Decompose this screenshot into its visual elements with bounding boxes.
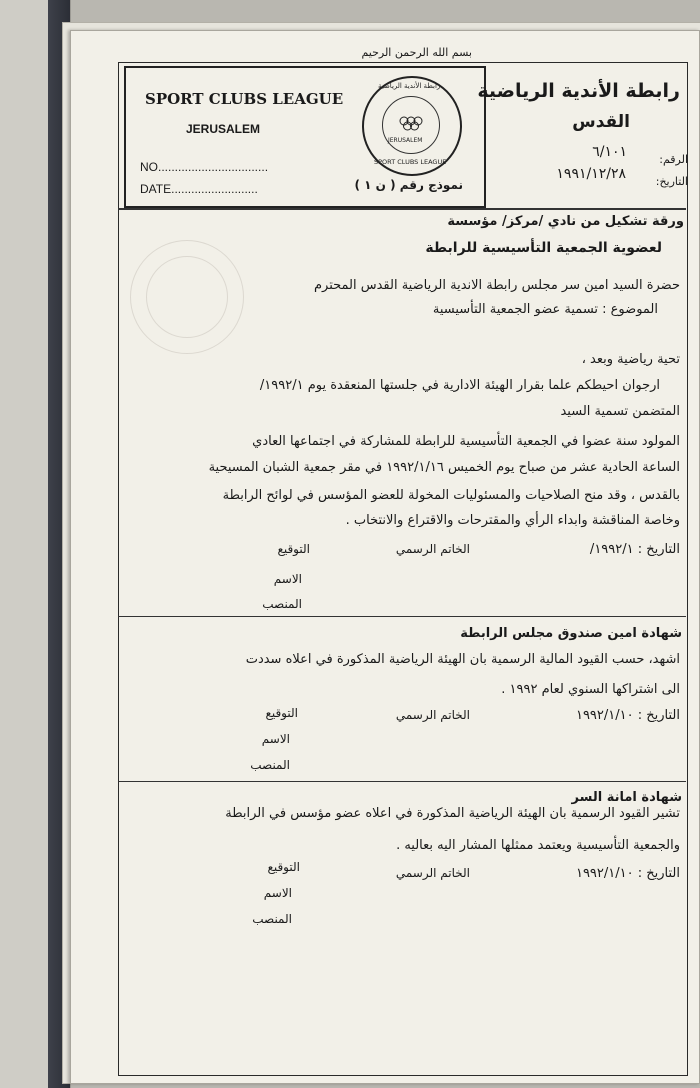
treasurer-name-label: الاسم bbox=[261, 732, 290, 746]
body-line-3: المولود سنة عضوا في الجمعية التأسيسية للرابطة للمشاركة في اجتماعها العادي bbox=[252, 434, 680, 449]
city-en: JERUSALEM bbox=[186, 122, 261, 136]
secretary-title: شهادة امانة السر bbox=[571, 790, 682, 805]
ref-value: ٦/١٠١ bbox=[592, 144, 627, 160]
subject-line: الموضوع : تسمية عضو الجمعية التأسيسية bbox=[432, 302, 658, 317]
treasurer-position-label: المنصب bbox=[250, 758, 290, 772]
body-line-6: وخاصة المناقشة وابداء الرأي والمقترحات والاقتراع والانتخاب . bbox=[345, 513, 680, 528]
league-seal bbox=[362, 76, 462, 176]
olympic-rings-icon bbox=[399, 115, 423, 133]
secretary-date: التاريخ : ١٩٩٢/١/١٠ bbox=[575, 866, 680, 881]
treasurer-date: التاريخ : ١٩٩٢/١/١٠ bbox=[575, 708, 680, 723]
date-field: DATE.......................... bbox=[140, 182, 258, 196]
org-name-en: SPORT CLUBS LEAGUE bbox=[145, 90, 344, 108]
seal-arabic-text: رابطة الأندية الرياضية bbox=[378, 82, 441, 90]
basmala: بسم الله الرحمن الرحيم bbox=[361, 46, 472, 59]
body-line-5: بالقدس ، وقد منح الصلاحيات والمسئوليات المخولة للعضو المؤسس في لوائح الرابطة bbox=[222, 488, 680, 503]
city-ar: القدس bbox=[572, 112, 630, 132]
addressee: حضرة السيد امين سر مجلس رابطة الاندية الرياضية القدس المحترم bbox=[313, 278, 680, 293]
section-divider-2 bbox=[118, 781, 686, 782]
paper-subtitle: لعضوية الجمعية التأسيسية للرابطة bbox=[425, 240, 662, 256]
form-number: نموذج رقم ( ن ١ ) bbox=[354, 178, 463, 192]
secretary-position-label: المنصب bbox=[252, 912, 292, 926]
treasurer-stamp-label: الخاتم الرسمي bbox=[395, 708, 470, 722]
body-line-1: ارجوان احيطكم علما بقرار الهيئة الادارية في جلستها المنعقدة يوم ١٩٩٢/١/ bbox=[259, 378, 660, 393]
seal-english-text: SPORT CLUBS LEAGUE bbox=[374, 158, 447, 166]
header-divider bbox=[118, 208, 686, 210]
seal-city-text: JERUSALEM bbox=[388, 137, 423, 144]
secretary-stamp-label: الخاتم الرسمي bbox=[395, 866, 470, 880]
treasurer-sig-label: التوقيع bbox=[265, 706, 298, 720]
body-sig-label: التوقيع bbox=[277, 542, 310, 556]
greeting: تحية رياضية وبعد ، bbox=[581, 352, 680, 367]
section-divider-1 bbox=[118, 616, 686, 617]
secretary-line-1: تشير القيود الرسمية بان الهيئة الرياضية المذكورة في اعلاه عضو مؤسس في الرابطة bbox=[225, 806, 680, 821]
org-name-ar: رابطة الأندية الرياضية bbox=[477, 80, 680, 102]
treasurer-title: شهادة امين صندوق مجلس الرابطة bbox=[460, 626, 682, 641]
body-line-4: الساعة الحادية عشر من صباح يوم الخميس ١٩٩٢/١/١٦ في مقر جمعية الشبان المسيحية bbox=[208, 460, 680, 475]
body-position-label: المنصب bbox=[262, 597, 302, 611]
ref-label: الرقم: bbox=[659, 153, 688, 166]
secretary-line-2: والجمعية التأسيسية ويعتمد ممثلها المشار اليه بعاليه . bbox=[396, 838, 680, 853]
secretary-name-label: الاسم bbox=[263, 886, 292, 900]
body-line-2: المتضمن تسمية السيد bbox=[560, 404, 680, 419]
treasurer-line-1: اشهد، حسب القيود المالية الرسمية بان الهيئة الرياضية المذكورة في اعلاه سددت bbox=[245, 652, 680, 667]
date-ar-label: التاريخ: bbox=[655, 175, 688, 188]
seal-inner-ring bbox=[382, 96, 440, 154]
no-field: NO................................. bbox=[140, 160, 269, 174]
body-date: التاريخ : ١٩٩٢/١/ bbox=[589, 542, 680, 557]
treasurer-line-2: الى اشتراكها السنوي لعام ١٩٩٢ . bbox=[501, 682, 680, 697]
body-stamp-label: الخاتم الرسمي bbox=[395, 542, 470, 556]
date-ar-value: ١٩٩١/١٢/٢٨ bbox=[556, 166, 626, 182]
secretary-sig-label: التوقيع bbox=[267, 860, 300, 874]
paper-title: ورقة تشكيل من نادي /مركز/ مؤسسة bbox=[447, 214, 684, 229]
body-name-label: الاسم bbox=[273, 572, 302, 586]
